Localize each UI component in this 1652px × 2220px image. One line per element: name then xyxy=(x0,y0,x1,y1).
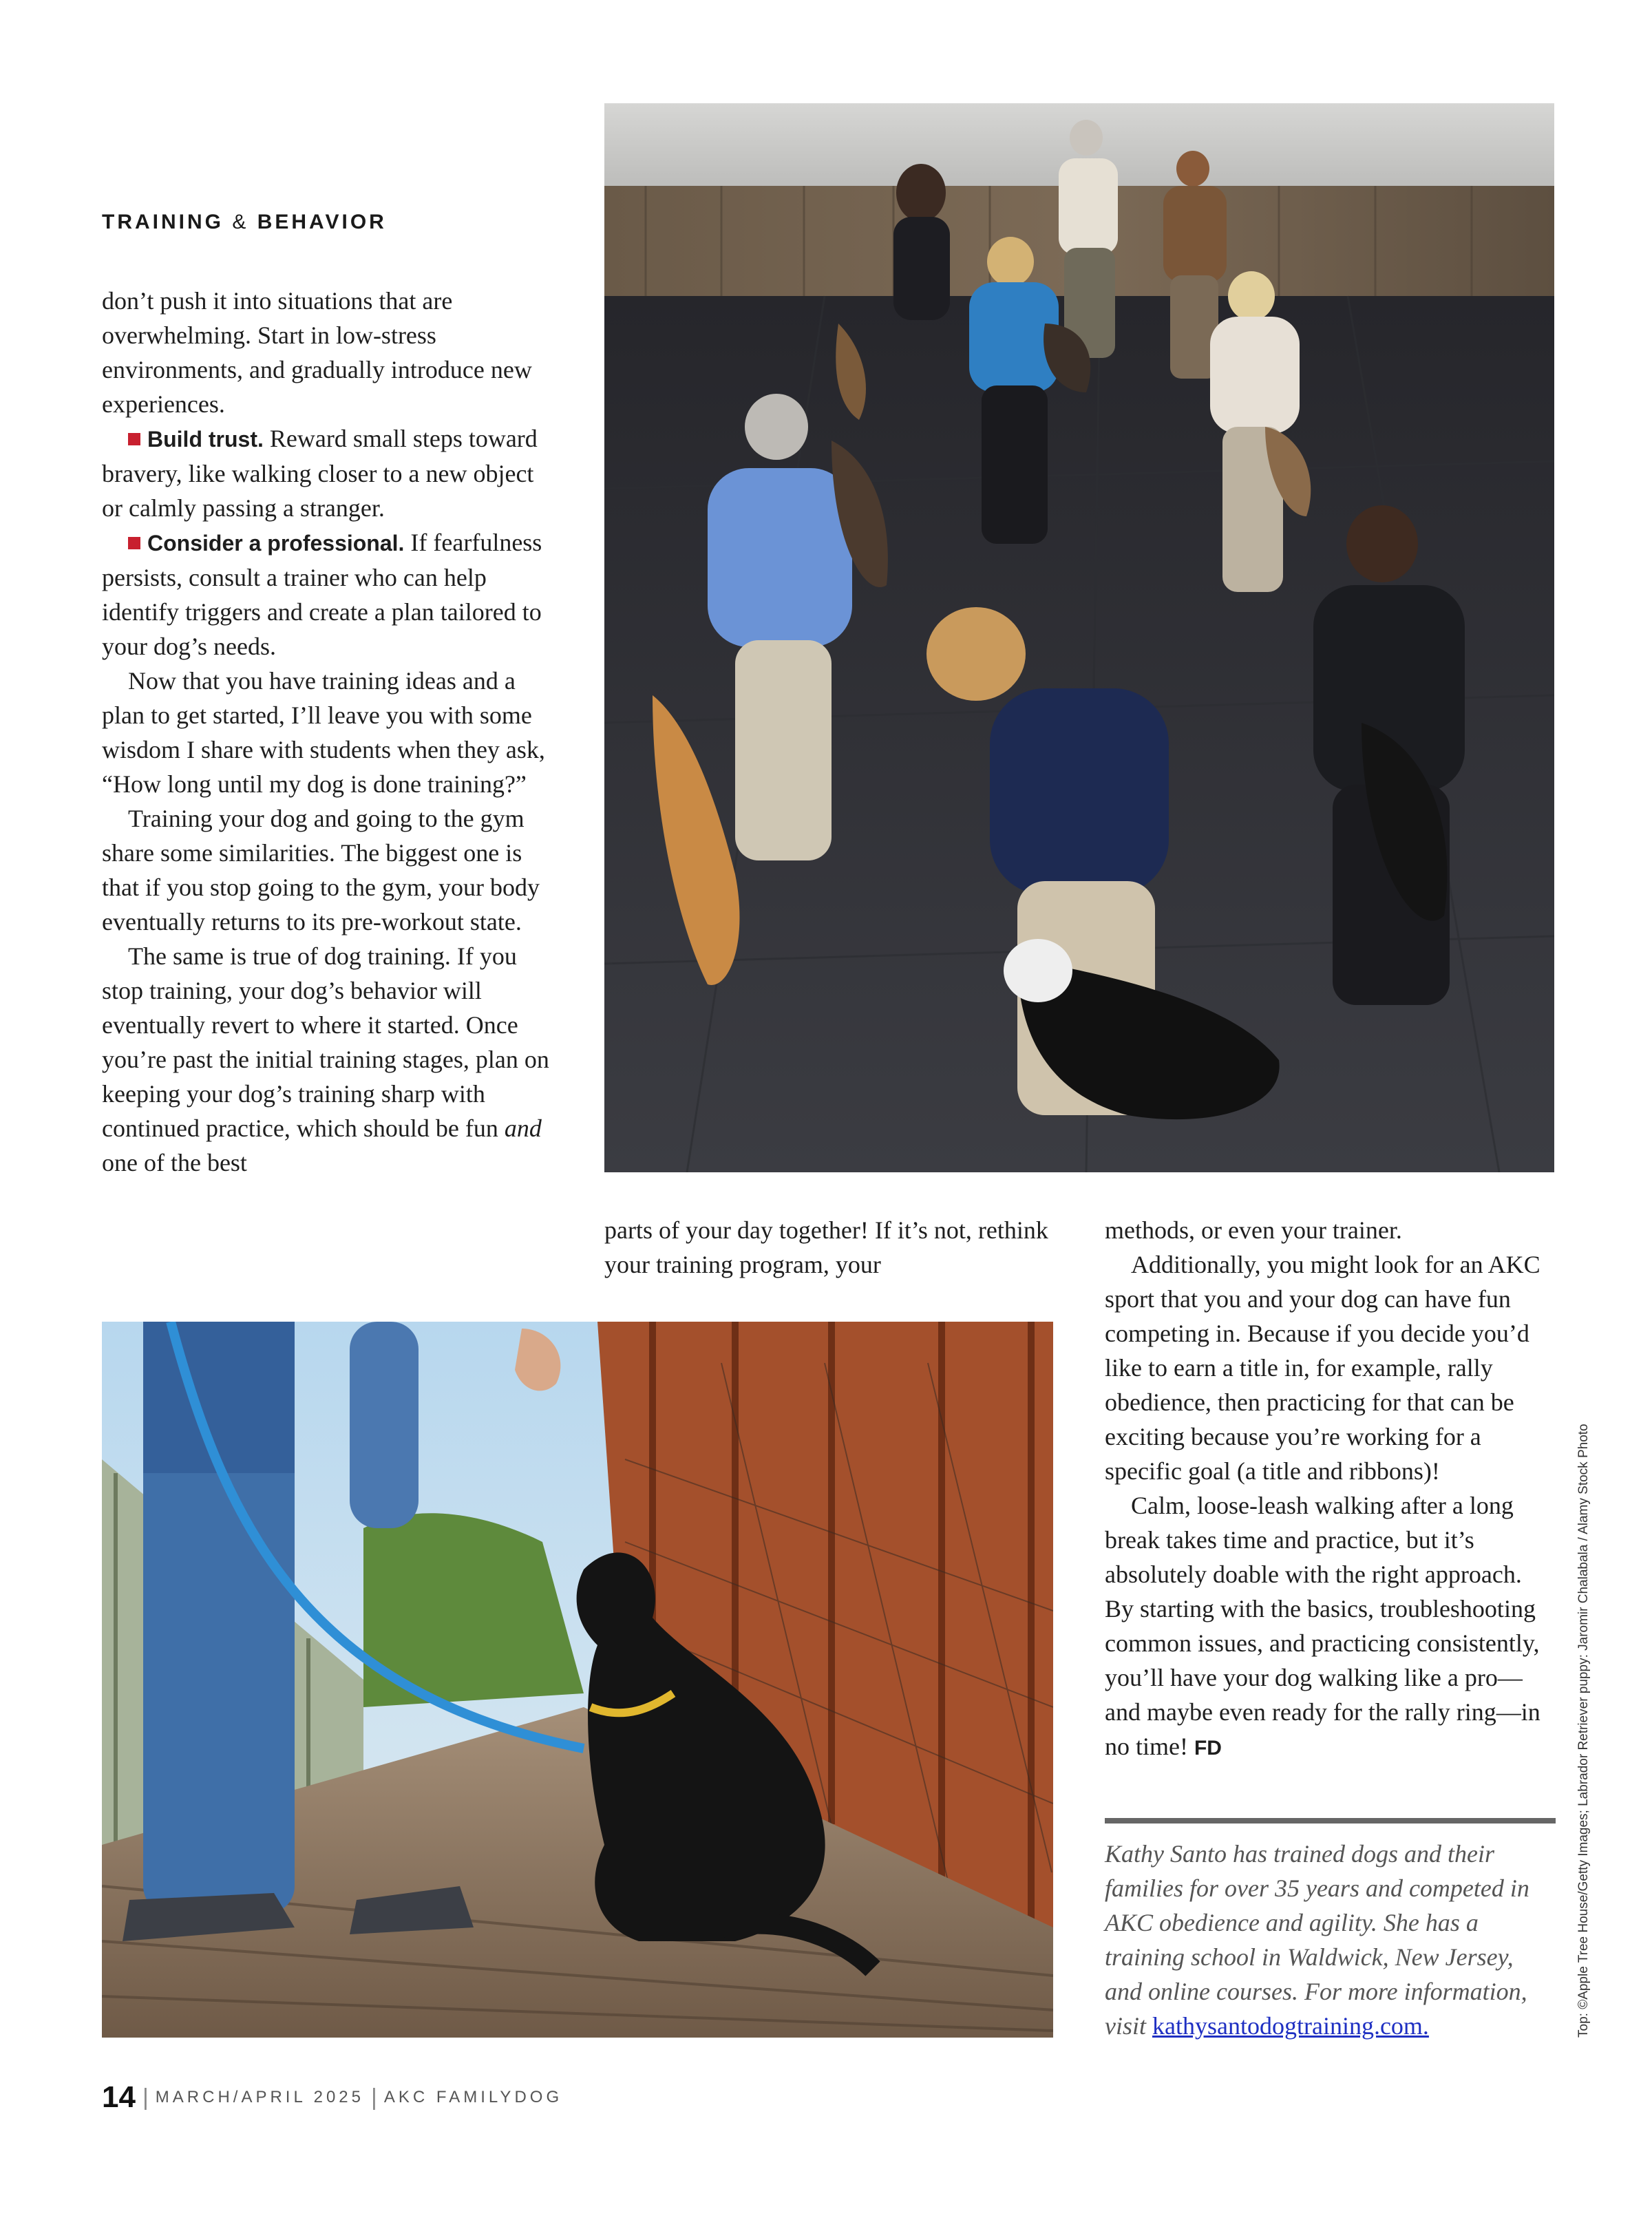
paragraph: Now that you have training ideas and a plan to get started, I’ll leave you with some wisdom I share with students when they ask, “How long until my dog is done training?” xyxy=(102,667,545,798)
article-column-3 xyxy=(1105,1213,1556,1766)
end-mark: FD xyxy=(1194,1737,1222,1759)
bullet-build-trust xyxy=(102,421,556,525)
bio-divider xyxy=(1105,1818,1556,1823)
bullet-text: Reward small steps toward bravery, like walking closer to a new object or calmly passing a stranger. xyxy=(102,425,538,522)
bullet-lead: Build trust. xyxy=(147,427,264,452)
article-column-2 xyxy=(604,1213,1059,1282)
bullet-lead: Consider a professional. xyxy=(147,531,405,556)
bullet-square-icon xyxy=(128,433,140,445)
bullet-consider-professional xyxy=(102,525,556,664)
paragraph xyxy=(102,939,556,1180)
bullet-square-icon xyxy=(128,537,140,549)
bio-text: Kathy Santo has trained dogs and their families for over 35 years and competed in AKC obedience and agility. She has a training school in Waldwick, New Jersey, and online courses. For more information, visit xyxy=(1105,1840,1529,2040)
photo-labrador-puppy xyxy=(102,1322,1053,2038)
paragraph: parts of your day together! If it’s not, rethink your training program, your xyxy=(604,1216,1048,1278)
photo-obedience-class xyxy=(604,103,1554,1172)
paragraph: Training your dog and going to the gym share some similarities. The biggest one is that if you stop going to the gym, your body eventually returns to its pre-workout state. xyxy=(102,805,540,935)
section-label-left: TRAINING xyxy=(102,211,224,233)
section-label xyxy=(102,211,387,234)
section-label-amp: & xyxy=(232,211,249,233)
paragraph-text: The same is true of dog training. If you stop training, your dog’s behavior will eventually revert to where it started. Once you’re past the initial training stages, plan on keeping your dog’s training sharp with continued practice, which should be fun xyxy=(102,942,549,1142)
paragraph: don’t push it into situations that are overwhelming. Start in low-stress environments, and gradually introduce new experiences. xyxy=(102,287,532,418)
issue-date: MARCH/APRIL 2025 xyxy=(155,2088,364,2106)
page-number: 14 xyxy=(102,2080,136,2114)
paragraph xyxy=(1105,1488,1556,1766)
footer-separator: | xyxy=(371,2084,377,2111)
paragraph-text: one of the best xyxy=(102,1149,247,1176)
author-bio xyxy=(1105,1837,1556,2043)
article-column-1 xyxy=(102,284,556,1180)
photo-credit: Top: ©Apple Tree House/Getty Images; Labrador Retriever puppy: Jaromir Chalabala / Alamy Stock Photo xyxy=(1576,1424,1591,2038)
section-label-right: BEHAVIOR xyxy=(257,211,387,233)
emphasis: and xyxy=(504,1114,542,1142)
website-link[interactable]: kathysantodogtraining.com. xyxy=(1152,2012,1429,2040)
paragraph: Additionally, you might look for an AKC sport that you and your dog can have fun competing in. Because if you decide you’d like to earn a title in, for example, rally obedience, then practicing for that can be exciting because you’re working for a specific goal (a title and ribbons)! xyxy=(1105,1251,1540,1485)
paragraph-text: Calm, loose-leash walking after a long break takes time and practice, but it’s absolutely doable with the right approach. By starting with the basics, troubleshooting common issues, and practicing consistently, you’ll have your dog walking like a pro—and maybe even ready for the rally ring—in no time! xyxy=(1105,1492,1540,1760)
paragraph: methods, or even your trainer. xyxy=(1105,1216,1402,1244)
footer-separator: | xyxy=(142,2084,149,2111)
magazine-name: AKC FAMILYDOG xyxy=(383,2088,563,2106)
bullet-text: If fearfulness persists, consult a trainer who can help identify triggers and create a plan tailored to your dog’s needs. xyxy=(102,529,542,660)
page-footer xyxy=(102,2080,562,2115)
